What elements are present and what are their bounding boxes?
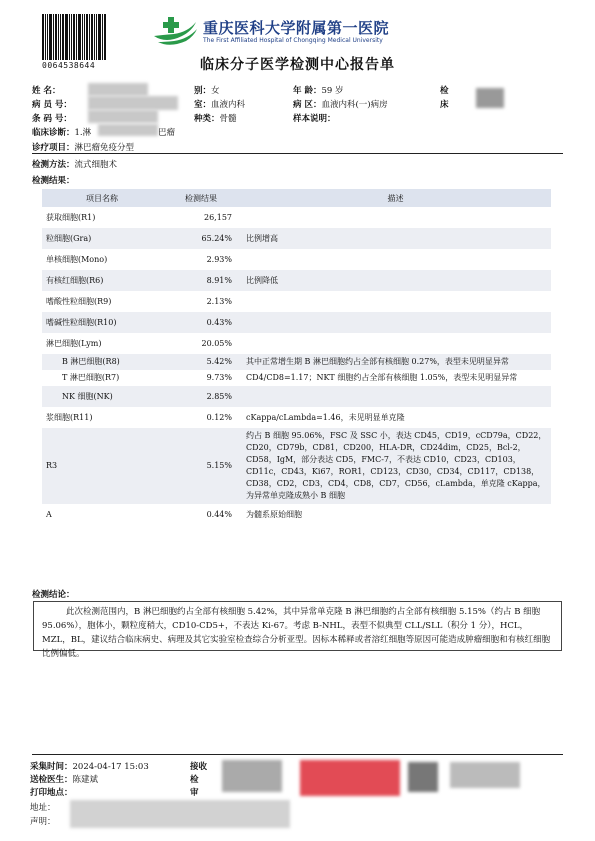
address-label: 地址：	[30, 803, 56, 813]
report-title: 临床分子医学检测中心报告单	[200, 57, 395, 73]
redacted-diagnosis	[98, 124, 158, 136]
divider	[32, 153, 563, 154]
result-item-name: 有核红细胞(R6)	[42, 270, 162, 291]
result-item-name: 获取细胞(R1)	[46, 212, 96, 222]
table-row	[42, 312, 551, 333]
table-row	[42, 386, 551, 407]
barcode-code-label: 条 码 号：	[32, 114, 72, 124]
hospital-name-en: The First Affiliated Hospital of Chongqing Medical University	[203, 37, 383, 44]
conclusion-text: 此次检测范围内，B 淋巴细胞约占全部有核细胞 5.42%，其中异常单克隆 B 淋巴细胞约占全部有核细胞 5.15%（约占 B 细胞 95.06%），胞体小，颗粒度稍大，CD10-CD5+，不表达 Ki-67。考虑 B-NHL，表型不似典型 CLL/SLL（积分 1 分），HCL，MZL，BL，建议结合临床病史、病理及其它实验室检查综合分析亚型。因标本稀释或者溶红细胞等原因可能造成肿瘤细胞和有核红细胞比例偏低。	[33, 601, 562, 651]
case-number-label: 病 员 号：	[32, 100, 72, 110]
bed-label: 床	[440, 100, 449, 110]
result-description	[240, 312, 551, 333]
redacted-case-number	[88, 96, 178, 110]
result-item-name: 浆细胞(R11)	[46, 412, 93, 422]
results-header-row	[42, 189, 551, 207]
table-row	[42, 249, 551, 270]
result-value: 0.44%	[206, 509, 232, 519]
result-item-name: NK 细胞(NK)	[42, 386, 162, 407]
result-value: 5.42%	[162, 354, 240, 370]
ward-field: 病 区：血液内科(一)病房	[293, 100, 388, 110]
result-value: 0.12%	[206, 412, 232, 422]
table-row	[42, 407, 551, 428]
print-location-label: 打印地点：	[30, 788, 73, 798]
table-row	[42, 354, 551, 370]
table-row	[42, 270, 551, 291]
result-value: 2.13%	[206, 296, 232, 306]
result-item-name: 粒细胞(Gra)	[42, 228, 162, 249]
result-description	[240, 291, 551, 312]
sample-note-label: 样本说明：	[293, 114, 336, 124]
result-description: 比例增高	[240, 228, 551, 249]
result-description: cKappa/cLambda=1.46，未见明显单克隆	[246, 412, 405, 422]
table-row	[42, 207, 551, 228]
sample-type-field: 种类：骨髓	[194, 114, 237, 124]
results-label: 检测结果：	[32, 176, 75, 186]
statement-label: 声明：	[30, 817, 56, 827]
result-value: 2.85%	[162, 386, 240, 407]
result-item-name: 单核细胞(Mono)	[46, 254, 108, 264]
result-value: 65.24%	[162, 228, 240, 249]
result-value: 2.93%	[206, 254, 232, 264]
footer-divider	[32, 754, 563, 755]
age-field: 年 龄：59 岁	[293, 86, 344, 96]
table-row	[42, 291, 551, 312]
result-item-name: 嗜碱性粒细胞(R10)	[42, 312, 162, 333]
patient-name-label: 姓 名：	[32, 86, 61, 96]
hospital-name-cn: 重庆医科大学附属第一医院	[203, 19, 390, 37]
check-label: 检	[440, 86, 449, 96]
result-description	[240, 386, 551, 407]
result-description	[240, 249, 551, 270]
diagnosis-value-end: 巴瘤	[158, 128, 176, 138]
result-description	[240, 333, 551, 354]
barcode-number: 0064538644	[42, 61, 96, 70]
redacted-address	[70, 800, 290, 828]
collect-time-field: 采集时间：2024-04-17 15:03	[30, 762, 149, 772]
check-footer-label: 检	[190, 775, 199, 785]
result-item-name: 嗜酸性粒细胞(R9)	[46, 296, 112, 306]
result-value: 26,157	[204, 212, 232, 222]
table-row	[42, 333, 551, 354]
result-value: 5.15%	[162, 428, 240, 504]
conclusion-label: 检测结论：	[32, 590, 75, 600]
column-header-description: 描述	[240, 189, 551, 207]
diagnosis-field: 临床诊断：1.淋	[32, 128, 92, 138]
results-table	[42, 189, 551, 525]
method-field: 检测方法：流式细胞术	[32, 160, 118, 170]
table-row	[42, 428, 551, 504]
result-description: CD4/CD8=1.17；NKT 细胞约占全部有核细胞 1.05%，表型未见明显异常	[246, 373, 518, 382]
result-item-name: 淋巴细胞(Lym)	[46, 338, 102, 348]
department-field: 室：血液内科	[194, 100, 246, 110]
result-item-name: T 淋巴细胞(R7)	[62, 373, 120, 382]
table-row	[42, 370, 551, 386]
receive-label: 接收	[190, 762, 208, 772]
result-item-name: A	[46, 509, 52, 519]
result-description: 其中正常增生期 B 淋巴细胞约占全部有核细胞 0.27%，表型未见明显异常	[240, 354, 551, 370]
review-label: 审	[190, 788, 199, 798]
column-header-result: 检测结果	[162, 189, 240, 207]
result-item-name: R3	[42, 428, 162, 504]
redacted-name	[88, 83, 148, 96]
redacted-footer-3	[450, 762, 520, 788]
result-value: 9.73%	[206, 373, 232, 382]
project-field: 诊疗项目：淋巴瘤免疫分型	[32, 143, 135, 153]
gender-field: 别：女	[194, 86, 220, 96]
hospital-logo-icon	[152, 14, 198, 50]
redacted-bed	[476, 88, 504, 108]
redacted-footer-2	[408, 762, 438, 792]
redacted-footer-1	[222, 760, 282, 792]
result-description	[240, 207, 551, 228]
table-row	[42, 228, 551, 249]
doctor-field: 送检医生：陈建斌	[30, 775, 99, 785]
result-value: 8.91%	[162, 270, 240, 291]
result-description: 比例降低	[240, 270, 551, 291]
result-value: 0.43%	[162, 312, 240, 333]
table-row	[42, 504, 551, 525]
redacted-barcode-code	[88, 110, 158, 123]
result-description: 为髓系原始细胞	[246, 509, 302, 519]
result-description: 约占 B 细胞 95.06%，FSC 及 SSC 小，表达 CD45，CD19，cCD79a，CD22，CD20，CD79b，CD81，CD200，HLA-DR，CD24dim，CD25，Bcl-2，CD58，IgM，部分表达 CD5，FMC-7，不表达 CD10，CD23，CD103，CD11c，CD43，Ki67，ROR1，CD123，CD30，CD34，CD117，CD138，CD38，CD2，CD3，CD4，CD8，CD7，CD56，cLambda，单克隆 cKappa，为异常单克隆成熟小 B 细胞	[240, 428, 551, 504]
column-header-item: 项目名称	[42, 189, 162, 207]
redacted-signature	[300, 760, 400, 796]
result-value: 20.05%	[201, 338, 232, 348]
result-item-name: B 淋巴细胞(R8)	[42, 354, 162, 370]
